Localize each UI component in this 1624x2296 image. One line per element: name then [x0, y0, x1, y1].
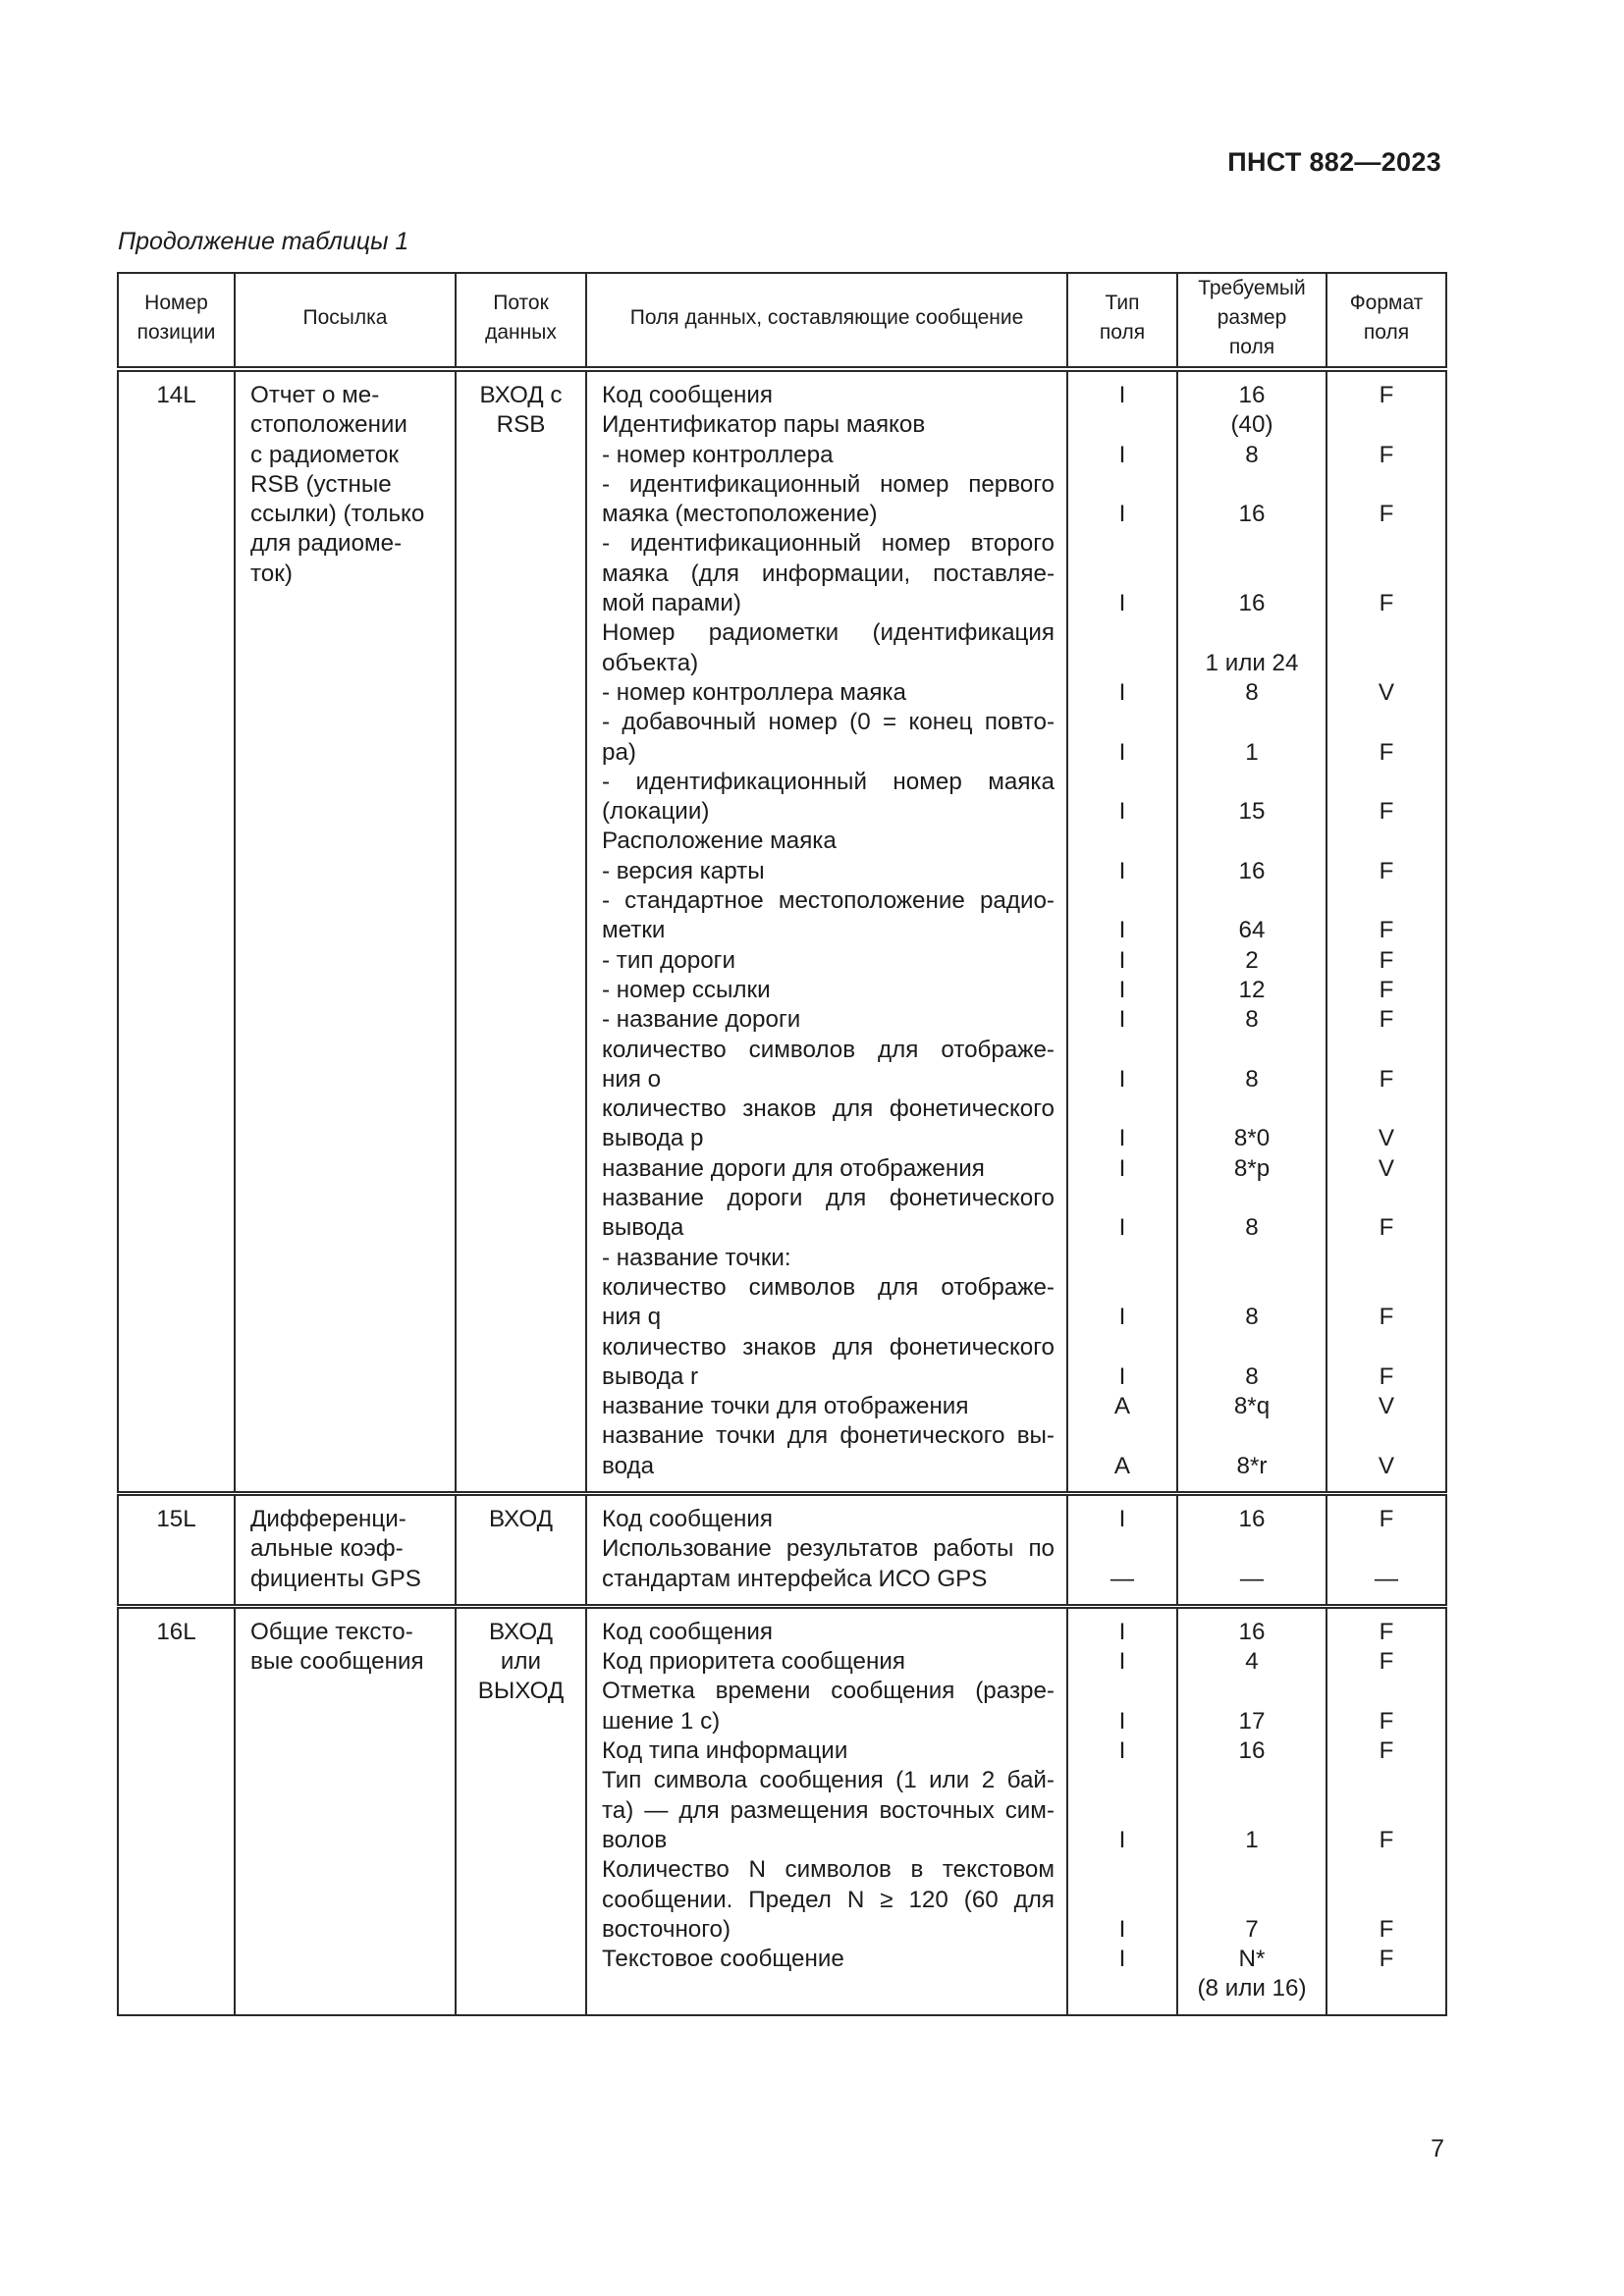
format-value: F	[1379, 382, 1394, 408]
type-value	[1068, 1333, 1176, 1362]
format-value	[1327, 618, 1445, 648]
header-format	[1326, 273, 1446, 369]
type-value: I	[1118, 678, 1126, 706]
field-line: - название дороги	[602, 1006, 801, 1034]
format-value	[1327, 708, 1445, 737]
format-value: F	[1379, 1915, 1394, 1943]
format-value: F	[1379, 1826, 1394, 1853]
format-value: F	[1379, 1648, 1394, 1676]
text-line: Номер	[144, 291, 208, 314]
field-line: маяка (местоположение)	[602, 501, 878, 528]
text-line: Отчет о ме-	[250, 382, 380, 408]
size-value	[1178, 1534, 1326, 1564]
field-type	[1067, 369, 1177, 1493]
format-value: F	[1379, 1304, 1394, 1331]
type-value	[1068, 1796, 1176, 1826]
message-name	[235, 1493, 456, 1606]
type-value: I	[1118, 946, 1126, 974]
data-flow	[456, 1606, 586, 2014]
text-line: с радиометок	[250, 441, 399, 468]
text-line: RSB	[496, 411, 546, 439]
size-value	[1178, 708, 1326, 737]
size-value	[1178, 1333, 1326, 1362]
field-line: ния q	[602, 1304, 662, 1331]
size-value: 8*q	[1233, 1393, 1271, 1420]
type-value	[1068, 1244, 1176, 1273]
size-value: 8*r	[1236, 1452, 1268, 1479]
field-line: Расположение маяка	[602, 828, 837, 855]
size-value: 8*0	[1233, 1125, 1271, 1152]
field-type	[1067, 1606, 1177, 2014]
field-line: количество знаков для фонетического	[602, 1333, 1055, 1361]
field-line: количество знаков для фонетического	[602, 1095, 1055, 1123]
size-value: 12	[1238, 976, 1266, 1003]
text-line: размер	[1217, 305, 1287, 329]
format-value: F	[1379, 441, 1394, 468]
size-value: 1	[1245, 1826, 1259, 1853]
format-value: F	[1379, 1065, 1394, 1093]
size-value	[1178, 529, 1326, 559]
format-value	[1327, 1036, 1445, 1065]
field-line: Код сообщения	[602, 1505, 774, 1532]
text-line: Общие тексто-	[250, 1618, 413, 1645]
text-line: фициенты GPS	[250, 1565, 421, 1592]
field-line: - номер ссылки	[602, 976, 771, 1003]
field-line: метки	[602, 917, 666, 944]
type-value	[1068, 529, 1176, 559]
format-value: F	[1379, 738, 1394, 766]
text-line: Формат	[1349, 291, 1424, 314]
table-header-row	[118, 273, 1446, 369]
field-line: (локации)	[602, 798, 710, 826]
message-name	[235, 369, 456, 1493]
type-value	[1068, 1855, 1176, 1885]
size-value	[1178, 1244, 1326, 1273]
type-value	[1068, 410, 1176, 440]
field-format	[1326, 369, 1446, 1493]
position-number: 16L	[118, 1606, 235, 2014]
size-value: 7	[1245, 1915, 1259, 1943]
size-value: 2	[1245, 946, 1259, 974]
type-value: I	[1118, 1154, 1126, 1182]
size-value: 8	[1245, 1304, 1259, 1331]
size-value: 8	[1245, 678, 1259, 706]
format-value	[1327, 1886, 1445, 1915]
size-value	[1178, 618, 1326, 648]
field-line: маяка (для информации, поставляе-	[602, 560, 1055, 587]
text-line: Поток	[493, 291, 549, 314]
format-value	[1327, 1796, 1445, 1826]
size-value: 8	[1245, 1214, 1259, 1242]
format-value: —	[1374, 1565, 1399, 1592]
type-value: I	[1118, 857, 1126, 884]
size-value: 1	[1245, 738, 1259, 766]
field-line: вывода	[602, 1214, 684, 1242]
size-value: 8	[1245, 1362, 1259, 1390]
format-value	[1327, 768, 1445, 797]
data-fields	[586, 369, 1067, 1493]
table-row	[118, 1493, 1446, 1606]
size-value: 16	[1238, 590, 1266, 617]
field-line: Код типа информации	[602, 1737, 848, 1765]
field-line: - стандартное местоположение радио-	[602, 887, 1055, 915]
format-value: F	[1379, 501, 1394, 528]
position-number: 14L	[118, 369, 235, 1493]
field-line: Количество N символов в текстовом	[602, 1856, 1055, 1884]
format-value	[1327, 886, 1445, 916]
format-value: F	[1379, 1362, 1394, 1390]
data-flow	[456, 369, 586, 1493]
field-line: Использование результатов работы по	[602, 1535, 1055, 1563]
header-fields	[586, 273, 1067, 369]
type-value: I	[1118, 1006, 1126, 1034]
field-line: - название точки:	[602, 1244, 791, 1271]
field-line: количество символов для отображе-	[602, 1273, 1055, 1301]
format-value: F	[1379, 976, 1394, 1003]
type-value: I	[1118, 1946, 1126, 1973]
type-value: I	[1118, 1915, 1126, 1943]
text-line: вые сообщения	[250, 1648, 424, 1676]
text-line: RSB (устные	[250, 470, 392, 498]
size-value: (8 или 16)	[1197, 1975, 1307, 2002]
format-value	[1327, 1244, 1445, 1273]
size-value: 4	[1245, 1648, 1259, 1676]
type-value: I	[1118, 501, 1126, 528]
format-value	[1327, 470, 1445, 500]
header-size	[1177, 273, 1326, 369]
size-value	[1178, 470, 1326, 500]
field-line: Код сообщения	[602, 382, 774, 408]
format-value: V	[1378, 1154, 1395, 1182]
size-value: 8	[1245, 1006, 1259, 1034]
type-value	[1068, 1766, 1176, 1795]
field-line: Идентификатор пары маяков	[602, 411, 926, 439]
format-value	[1327, 1677, 1445, 1706]
type-value	[1068, 1273, 1176, 1303]
field-line: название точки для отображения	[602, 1393, 969, 1420]
text-line: ВХОД	[488, 1618, 554, 1645]
type-value	[1068, 1184, 1176, 1213]
field-line	[602, 1974, 1055, 2003]
field-line: мой парами)	[602, 590, 741, 617]
type-value: I	[1118, 1505, 1126, 1532]
field-line: - добавочный номер (0 = конец повто-	[602, 709, 1055, 736]
type-value	[1068, 560, 1176, 589]
text-line: поля	[1363, 321, 1410, 344]
field-line: название дороги для фонетического	[602, 1185, 1055, 1212]
format-value: F	[1379, 1946, 1394, 1973]
type-value	[1068, 1534, 1176, 1564]
field-line: ра)	[602, 738, 636, 766]
type-value	[1068, 768, 1176, 797]
size-value: (40)	[1230, 411, 1273, 439]
type-value: I	[1118, 798, 1126, 826]
field-line: шение 1 с)	[602, 1707, 721, 1735]
type-value: I	[1118, 1362, 1126, 1390]
text-line: ВХОД	[488, 1505, 554, 1532]
field-type	[1067, 1493, 1177, 1606]
field-line: вывода r	[602, 1362, 699, 1390]
size-value	[1178, 1095, 1326, 1124]
size-value: 15	[1238, 798, 1266, 826]
size-value: 16	[1238, 382, 1266, 408]
type-value: I	[1118, 917, 1126, 944]
field-line: Код сообщения	[602, 1618, 774, 1645]
format-value: V	[1378, 1393, 1395, 1420]
format-value: F	[1379, 1006, 1394, 1034]
text-line: Тип	[1105, 291, 1140, 314]
format-value: F	[1379, 590, 1394, 617]
size-value	[1178, 1273, 1326, 1303]
header-potok	[456, 273, 586, 369]
type-value: I	[1118, 590, 1126, 617]
type-value	[1068, 827, 1176, 856]
field-line: восточного)	[602, 1915, 731, 1943]
table-caption: Продолжение таблицы 1	[118, 228, 409, 255]
size-value	[1178, 1766, 1326, 1795]
field-line: стандартам интерфейса ИСО GPS	[602, 1565, 988, 1592]
format-value: F	[1379, 798, 1394, 826]
field-line: сообщении. Предел N ≥ 120 (60 для	[602, 1886, 1055, 1913]
format-value	[1327, 560, 1445, 589]
type-value	[1068, 1095, 1176, 1124]
page-number: 7	[1431, 2135, 1444, 2163]
format-value	[1327, 1974, 1445, 2003]
text-line: или	[500, 1648, 542, 1676]
type-value	[1068, 1036, 1176, 1065]
field-line: Код приоритета сообщения	[602, 1648, 905, 1676]
size-value: 64	[1238, 917, 1266, 944]
type-value	[1068, 1677, 1176, 1706]
type-value	[1068, 1886, 1176, 1915]
field-line: Текстовое сообщение	[602, 1946, 844, 1973]
field-line: волов	[602, 1826, 668, 1853]
field-format	[1326, 1606, 1446, 2014]
size-value	[1178, 1796, 1326, 1826]
size-value	[1178, 560, 1326, 589]
format-value	[1327, 1333, 1445, 1362]
type-value	[1068, 1421, 1176, 1451]
text-line: Посылка	[302, 305, 388, 329]
format-value: F	[1379, 1737, 1394, 1765]
size-value	[1178, 886, 1326, 916]
size-value: 8	[1245, 1065, 1259, 1093]
format-value: V	[1378, 1125, 1395, 1152]
field-line: объекта)	[602, 649, 699, 676]
type-value	[1068, 708, 1176, 737]
type-value: —	[1110, 1565, 1135, 1592]
format-value: F	[1379, 857, 1394, 884]
field-format	[1326, 1493, 1446, 1606]
format-value	[1327, 1273, 1445, 1303]
text-line: ток)	[250, 560, 293, 587]
type-value: I	[1118, 1826, 1126, 1853]
field-size	[1177, 369, 1326, 1493]
field-line: - версия карты	[602, 857, 765, 884]
type-value: I	[1118, 1618, 1126, 1645]
size-value: N*	[1238, 1946, 1266, 1973]
format-value	[1327, 1421, 1445, 1451]
size-value: 16	[1238, 857, 1266, 884]
field-line: Отметка времени сообщения (разре-	[602, 1678, 1055, 1705]
text-line: Требуемый	[1198, 276, 1306, 299]
format-value: F	[1379, 1214, 1394, 1242]
type-value: I	[1118, 1737, 1126, 1765]
type-value: I	[1118, 441, 1126, 468]
format-value	[1327, 410, 1445, 440]
position-number: 15L	[118, 1493, 235, 1606]
size-value	[1178, 768, 1326, 797]
format-value: V	[1378, 678, 1395, 706]
table-row	[118, 369, 1446, 1493]
text-line: поля	[1099, 321, 1146, 344]
format-value	[1327, 1095, 1445, 1124]
size-value: 8*p	[1233, 1154, 1271, 1182]
text-line: стоположении	[250, 411, 407, 439]
size-value: 16	[1238, 1505, 1266, 1532]
size-value	[1178, 1421, 1326, 1451]
type-value: I	[1118, 738, 1126, 766]
format-value	[1327, 1534, 1445, 1564]
text-line: поля	[1228, 336, 1275, 359]
size-value: 8	[1245, 441, 1259, 468]
field-line: та) — для размещения восточных сим-	[602, 1796, 1055, 1824]
text-line: данных	[485, 321, 557, 344]
type-value: I	[1118, 1304, 1126, 1331]
format-value: F	[1379, 1618, 1394, 1645]
format-value	[1327, 1855, 1445, 1885]
size-value	[1178, 1036, 1326, 1065]
size-value: 16	[1238, 1618, 1266, 1645]
size-value	[1178, 827, 1326, 856]
field-line: ния о	[602, 1065, 662, 1093]
type-value	[1068, 649, 1176, 678]
size-value: —	[1239, 1565, 1265, 1592]
field-line: название точки для фонетического вы-	[602, 1422, 1055, 1450]
field-line: - идентификационный номер первого	[602, 470, 1055, 498]
field-line: - номер контроллера	[602, 441, 834, 468]
type-value	[1068, 470, 1176, 500]
field-line: вывода р	[602, 1125, 704, 1152]
field-line: вода	[602, 1452, 655, 1479]
size-value: 1 или 24	[1205, 649, 1299, 676]
data-fields	[586, 1606, 1067, 2014]
format-value: F	[1379, 1707, 1394, 1735]
size-value: 16	[1238, 1737, 1266, 1765]
size-value	[1178, 1886, 1326, 1915]
header-posylka	[235, 273, 456, 369]
text-line: ссылки) (только	[250, 501, 425, 528]
type-value: A	[1113, 1393, 1131, 1420]
field-line: - номер контроллера маяка	[602, 678, 906, 706]
field-line: - идентификационный номер второго	[602, 530, 1055, 558]
type-value: I	[1118, 1648, 1126, 1676]
format-value	[1327, 649, 1445, 678]
type-value	[1068, 618, 1176, 648]
size-value	[1178, 1677, 1326, 1706]
format-value	[1327, 827, 1445, 856]
type-value: A	[1113, 1452, 1131, 1479]
header-num	[118, 273, 235, 369]
field-line: - идентификационный номер маяка	[602, 768, 1055, 795]
header-type	[1067, 273, 1177, 369]
type-value: I	[1118, 382, 1126, 408]
type-value: I	[1118, 976, 1126, 1003]
format-value	[1327, 1766, 1445, 1795]
field-line: Номер радиометки (идентификация	[602, 619, 1055, 647]
size-value	[1178, 1855, 1326, 1885]
text-line: альные коэф-	[250, 1535, 404, 1563]
format-value: F	[1379, 946, 1394, 974]
document-code: ПНСТ 882—2023	[1227, 147, 1441, 177]
type-value: I	[1118, 1125, 1126, 1152]
type-value	[1068, 1974, 1176, 2003]
size-value: 17	[1238, 1707, 1266, 1735]
format-value: F	[1379, 1505, 1394, 1532]
size-value: 16	[1238, 501, 1266, 528]
field-size	[1177, 1493, 1326, 1606]
data-flow	[456, 1493, 586, 1606]
type-value: I	[1118, 1214, 1126, 1242]
format-value: V	[1378, 1452, 1395, 1479]
data-fields	[586, 1493, 1067, 1606]
text-line: Дифференци-	[250, 1505, 406, 1532]
field-line: - тип дороги	[602, 946, 735, 974]
table-row	[118, 1606, 1446, 2014]
data-table	[117, 272, 1447, 2016]
type-value: I	[1118, 1707, 1126, 1735]
text-line: ВЫХОД	[477, 1678, 565, 1705]
text-line: для радиоме-	[250, 530, 403, 558]
type-value: I	[1118, 1065, 1126, 1093]
format-value	[1327, 529, 1445, 559]
format-value: F	[1379, 917, 1394, 944]
format-value	[1327, 1184, 1445, 1213]
field-line: название дороги для отображения	[602, 1154, 985, 1182]
field-line: количество символов для отображе-	[602, 1036, 1055, 1063]
text-line: ВХОД с	[479, 382, 563, 408]
size-value	[1178, 1184, 1326, 1213]
type-value	[1068, 886, 1176, 916]
field-line: Тип символа сообщения (1 или 2 бай-	[602, 1767, 1055, 1794]
field-size	[1177, 1606, 1326, 2014]
text-line: позиции	[136, 321, 216, 344]
text-line: Поля данных, составляющие сообщение	[629, 305, 1024, 329]
message-name	[235, 1606, 456, 2014]
